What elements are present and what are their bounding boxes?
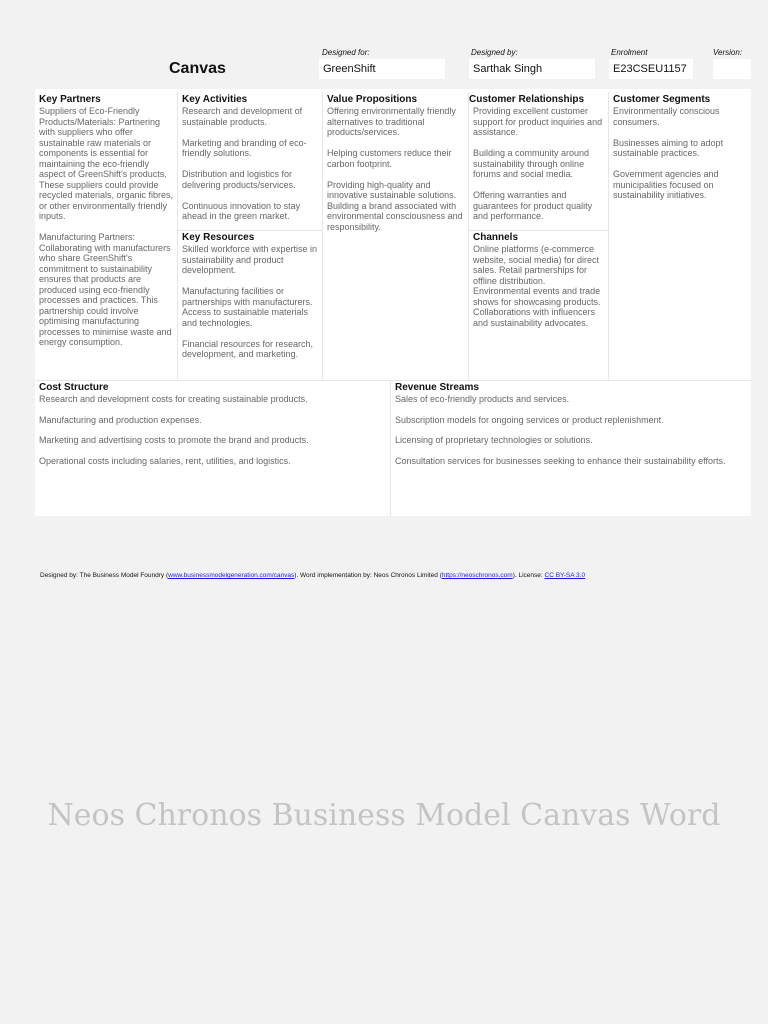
revenue-streams-text: Licensing of proprietary technologies or solutions. — [395, 435, 593, 445]
enrolment-label: Enrolment — [611, 48, 648, 57]
footer-credits — [40, 572, 585, 579]
cost-structure-text: Marketing and advertising costs to promote the brand and products. — [39, 435, 309, 445]
version-label: Version: — [713, 48, 743, 57]
value-propositions-text: Helping customers reduce their carbon footprint. — [327, 148, 452, 169]
revenue-streams-text: Sales of eco-friendly products and services. — [395, 394, 570, 404]
value-propositions-text: Offering environmentally friendly alternatives to traditional products/services. — [327, 106, 456, 137]
cost-structure-title: Cost Structure — [39, 382, 109, 393]
key-partners-text: Suppliers of Eco-Friendly Products/Materials: Partnering with suppliers who offer sustainable raw materials or components is essential for maintaining the eco-friendly aspect of GreenShift's products. These suppliers could provide recycled materials, organic fibres, or other environmentally friendly inputs. — [39, 106, 174, 221]
footer-prefix: Designed by: The Business Model Foundry ( — [40, 572, 169, 579]
revenue-streams-block[interactable] — [391, 380, 751, 516]
key-partners-block[interactable] — [35, 92, 177, 380]
key-resources-block[interactable] — [178, 230, 322, 380]
customer-segments-title: Customer Segments — [613, 94, 711, 105]
key-activities-title: Key Activities — [182, 94, 248, 105]
value-propositions-text: Providing high-quality and innovative sustainable solutions. Building a brand associated with environmental consciousness and responsibility. — [327, 179, 463, 232]
designed-for-label: Designed for: — [322, 48, 370, 57]
canvas-sheet — [35, 40, 751, 516]
footer-after-link: ). License: — [512, 572, 545, 579]
neos-chronos-link[interactable]: https://neoschronos.com — [441, 572, 513, 579]
customer-relationships-text: Providing excellent customer support for product inquiries and assistance. — [473, 106, 603, 137]
page-title: Canvas — [169, 60, 226, 77]
key-activities-text: Continuous innovation to stay ahead in the green market. — [182, 200, 301, 221]
key-activities-text: Distribution and logistics for delivering products/services. — [182, 169, 296, 190]
channels-block[interactable] — [469, 230, 608, 380]
key-activities-text: Research and development of sustainable products. — [182, 106, 303, 127]
key-activities-text: Marketing and branding of eco-friendly solutions. — [182, 137, 307, 158]
watermark-text: Neos Chronos Business Model Canvas Word — [47, 798, 721, 833]
customer-segments-text: Businesses aiming to adopt sustainable practices. — [613, 137, 724, 158]
designed-by-field[interactable]: Sarthak Singh — [469, 59, 595, 79]
version-field[interactable] — [713, 59, 751, 79]
customer-segments-block[interactable] — [609, 92, 751, 380]
key-partners-title: Key Partners — [39, 94, 101, 105]
customer-relationships-text: Building a community around sustainability through online forums and social media. — [473, 148, 590, 179]
key-resources-text: Manufacturing facilities or partnerships with manufacturers. Access to sustainable materials and technologies. — [182, 286, 313, 328]
cost-structure-text: Operational costs including salaries, rent, utilities, and logistics. — [39, 455, 291, 466]
license-link[interactable]: CC BY-SA 3.0 — [544, 572, 586, 579]
header-band — [35, 40, 751, 89]
customer-relationships-text: Offering warranties and guarantees for product quality and performance. — [473, 190, 593, 221]
footer-middle: ). Word implementation by: Neos Chronos Limited ( — [294, 572, 442, 579]
key-resources-text: Financial resources for research, development, and marketing. — [182, 338, 314, 359]
designed-for-field[interactable]: GreenShift — [319, 59, 445, 79]
cost-structure-text: Manufacturing and production expenses. — [39, 414, 202, 425]
channels-title: Channels — [473, 232, 519, 243]
value-propositions-block[interactable] — [323, 92, 468, 380]
canvas-link[interactable]: www.businessmodelgeneration.com/canvas — [168, 572, 295, 579]
cost-structure-text: Research and development costs for creating sustainable products. — [39, 394, 308, 404]
customer-segments-text: Environmentally conscious consumers. — [613, 106, 720, 127]
customer-segments-text: Government agencies and municipalities focused on sustainability initiatives. — [613, 169, 719, 200]
key-activities-block[interactable] — [178, 92, 322, 230]
revenue-streams-text: Consultation services for businesses seeking to enhance their sustainability efforts. — [395, 455, 726, 466]
customer-relationships-block[interactable] — [465, 92, 608, 230]
customer-relationships-title: Customer Relationships — [469, 94, 585, 105]
revenue-streams-text: Subscription models for ongoing services or product replenishment. — [395, 414, 664, 425]
key-resources-text: Skilled workforce with expertise in sustainability and product development. — [182, 244, 318, 275]
cost-structure-block[interactable] — [35, 380, 390, 516]
key-partners-text: Manufacturing Partners: Collaborating with manufacturers who share GreenShift's commitment to sustainability ensures that products are produced using eco-friendly processes and practices. This partnership could involve optimising manufacturing processes to minimise waste and energy consumption. — [39, 232, 172, 347]
enrolment-field[interactable]: E23CSEU1157 — [609, 59, 693, 79]
value-propositions-title: Value Propositions — [327, 94, 418, 105]
revenue-streams-title: Revenue Streams — [395, 382, 479, 393]
channels-text: Online platforms (e-commerce website, social media) for direct sales. Retail partnerships for offline distribution. Environmental events and trade shows for showcasing products. Collaborations with influencers and sustainability advocates. — [473, 244, 601, 328]
key-resources-title: Key Resources — [182, 232, 255, 243]
designed-by-label: Designed by: — [471, 48, 518, 57]
